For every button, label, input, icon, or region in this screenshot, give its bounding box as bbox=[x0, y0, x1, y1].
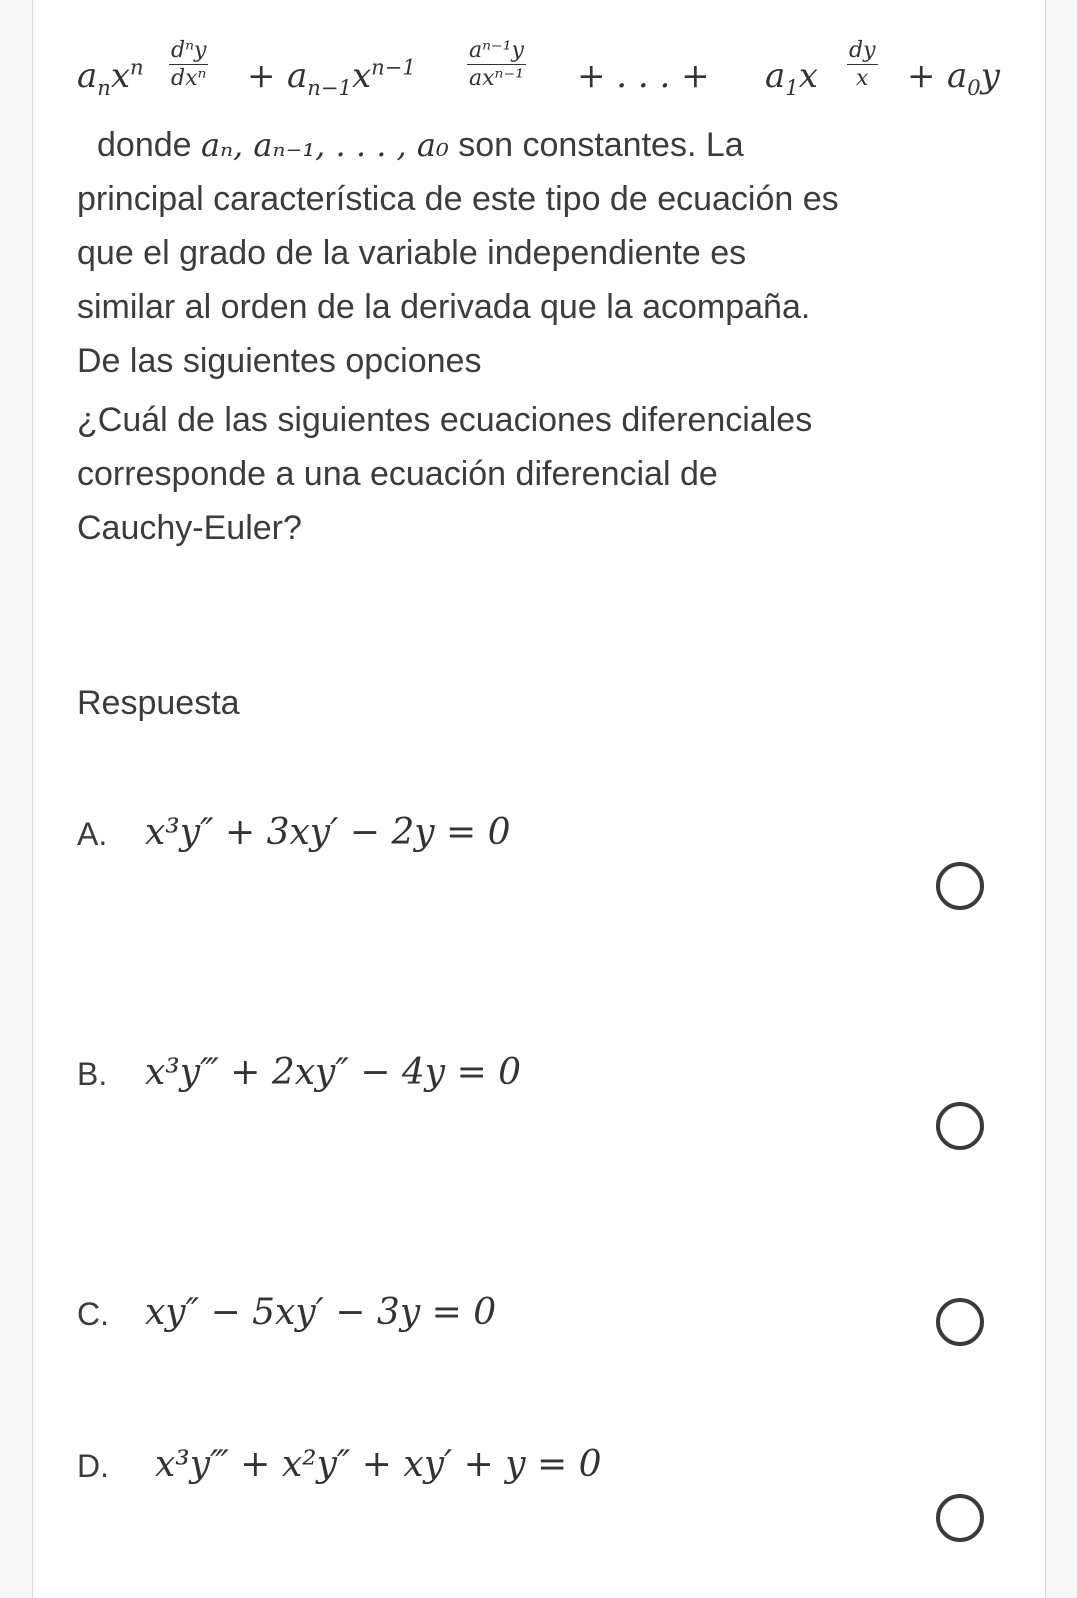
option-letter: C. bbox=[77, 1296, 109, 1332]
option-letter: B. bbox=[77, 1056, 108, 1092]
formula-plus: + bbox=[247, 56, 276, 96]
question-line-2: corresponde a una ecuación diferencial de bbox=[77, 455, 718, 493]
description-line-5: De las siguientes opciones bbox=[77, 342, 482, 380]
option-a-radio[interactable] bbox=[936, 862, 984, 910]
option-equation: x³y‴ + 2xy″ − 4y = 0 bbox=[145, 1052, 522, 1093]
formula-ellipsis: + . . . + bbox=[577, 56, 710, 96]
option-d-radio[interactable] bbox=[936, 1494, 984, 1542]
question-card bbox=[32, 0, 1046, 1598]
option-c-radio[interactable] bbox=[936, 1298, 984, 1346]
answer-label: Respuesta bbox=[77, 684, 240, 722]
cauchy-euler-formula bbox=[77, 38, 1067, 118]
formula-term-a1: $a_1x$ bbox=[765, 56, 818, 100]
formula-term-an1: $a_{n-1}x^{n-1}$ bbox=[287, 54, 416, 100]
description-line-3: que el grado de la variable independiente es bbox=[77, 234, 747, 272]
description-paragraph bbox=[77, 118, 1037, 388]
formula-frac-dny: dⁿy dxⁿ bbox=[171, 38, 207, 91]
formula-term-a0: $a_0y$ bbox=[947, 56, 1000, 100]
option-equation: xy″ − 5xy′ − 3y = 0 bbox=[145, 1292, 497, 1333]
description-line-4: similar al orden de la derivada que la acompaña. bbox=[77, 288, 811, 326]
question-line-3: Cauchy-Euler? bbox=[77, 509, 302, 547]
option-letter: A. bbox=[77, 816, 108, 852]
question-text bbox=[77, 393, 1037, 555]
constants-list: aₙ, aₙ₋₁, . . . , a₀ bbox=[201, 126, 449, 164]
formula-frac-an1y: aⁿ⁻¹y axⁿ⁻¹ bbox=[469, 38, 524, 91]
description-line-1: donde aₙ, aₙ₋₁, . . . , a₀ son constantes. La bbox=[97, 126, 744, 164]
question-line-1: ¿Cuál de las siguientes ecuaciones diferenciales bbox=[77, 401, 813, 439]
description-line-2: principal característica de este tipo de ecuación es bbox=[77, 180, 839, 218]
formula-frac-dy: $\frac{dy}{x}$ bbox=[849, 38, 876, 91]
option-letter: D. bbox=[77, 1448, 109, 1484]
formula-term-an: $a_nx^n$ bbox=[77, 54, 144, 100]
option-equation: x³y″ + 3xy′ − 2y = 0 bbox=[145, 812, 511, 853]
formula-plus: + bbox=[907, 56, 936, 96]
option-equation: x³y‴ + x²y″ + xy′ + y = 0 bbox=[155, 1444, 602, 1485]
option-b-radio[interactable] bbox=[936, 1102, 984, 1150]
